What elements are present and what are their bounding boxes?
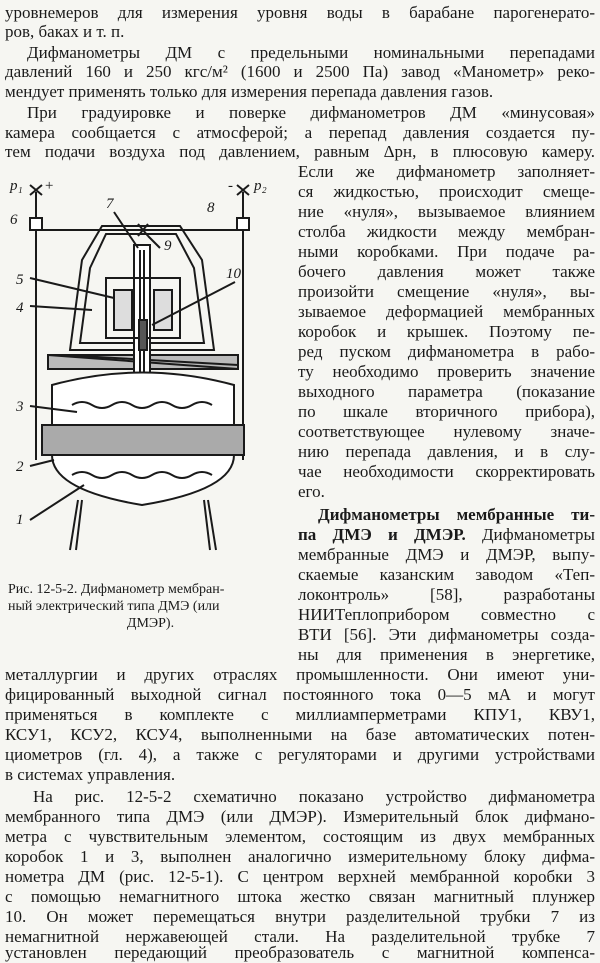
heading-continuation: Дифманометры [465,525,595,544]
text-line: нию перепада давления, и в слу- [298,442,595,461]
label-6: 6 [10,212,18,228]
text-line: 10. Он может перемещаться внутри разделительной трубки 7 из [5,907,595,926]
text-line: ред пуском дифманометра в рабо- [298,342,595,361]
section-heading: па ДМЭ и ДМЭР. [298,525,466,544]
text-line: НИИТеплоприбором совместно с [298,605,595,624]
diaphragm-manometer-figure [2,160,294,575]
label-3: 3 [16,399,24,415]
text-line: чае необходимости скорректировать [298,462,595,481]
label-2: 2 [16,459,24,475]
text-line: с помощью немагнитного штока жестко связан магнитный плунжер [5,887,595,906]
text-line: мендует применять только для измерения перепада давления газов. [5,82,494,101]
text-line: фицированный выходной сигнал постоянного тока 0—5 мА и могут [5,685,595,704]
text-line: тем подачи воздуха под давлением, равным Δpн, в плюсовую камеру. [5,142,595,161]
diaphragm-manometer-drawing [2,160,294,575]
text-line: метра с чувствительным элементом, состоящим из двух мембранных [5,827,595,846]
label-4: 4 [16,300,24,316]
text-line: ние «нуля», вызываемое влиянием [298,202,595,221]
section-heading-line [298,524,595,545]
label-8: 8 [207,200,215,216]
label-plus: + [44,178,55,194]
label-p1: p₁ [10,178,23,194]
text-line: ны для применения в энергетике, [298,645,595,664]
text-line: коробок и крышек. Поэтому пе- [298,322,595,341]
section-heading-line: Дифманометры мембранные ти- [318,505,595,524]
text-line: ров, баках и т. п. [5,22,125,41]
text-line: ся жидкостью, происходит смеще- [298,182,595,201]
text-line: ными коробками. При подаче ра- [298,242,595,261]
caption-line: ДМЭР). [126,616,175,631]
text-line: немагнитной нержавеющей стали. На разделительной трубке 7 [5,927,595,946]
text-line: камера сообщается с атмосферой; а перепад давления создается пу- [5,123,595,142]
text-line: скаемые казанским заводом «Теп- [298,565,595,584]
label-5: 5 [16,272,24,288]
text-line: уровнемеров для измерения уровня воды в барабане парогенерато- [5,3,595,22]
text-line: по шкале вторичного прибора), [298,402,595,421]
text-line: мембранного типа ДМЭ (или ДМЭР). Измерительный блок дифмано- [5,807,595,826]
label-7: 7 [106,196,114,212]
text-line: произойти смещение «нуля», вы- [298,282,595,301]
text-line: его. [298,482,325,501]
text-line: нометра ДМ (рис. 12-5-1). С центром верхней мембранной коробки 3 [5,867,595,886]
text-line: локонтроль» [58], разработаны [298,585,595,604]
text-line: выходного параметра (показание [298,382,595,401]
label-p2: p₂ [254,178,267,194]
text-line: металлургии и других отраслях промышленности. Они имеют уни- [5,665,595,684]
text-line: давлений 160 и 250 кгс/м² (1600 и 2500 Па) завод «Манометр» реко- [5,62,595,81]
text-line: коробок 1 и 3, выполнен аналогично измерительному блоку дифма- [5,847,595,866]
text-line: Дифманометры ДМ с предельными номинальными перепадами [27,43,595,62]
text-line: применяться в комплекте с миллиамперметрами КПУ1, КВУ1, [5,705,595,724]
label-1: 1 [16,512,24,528]
text-line: мембранные ДМЭ и ДМЭР, выпу- [298,545,595,564]
text-line: циометров (гл. 4), а также с регуляторами и другими устройствами [5,745,595,764]
text-line: Если же дифманометр заполняет- [298,162,595,181]
figure-caption [8,581,293,632]
text-line: зываемое деформацией мембранных [298,302,595,321]
caption-line: ный электрический типа ДМЭ (или [8,599,220,614]
text-line: бочего давления может также [298,262,595,281]
text-line: ВТИ [56]. Эти дифманометры созда- [298,625,595,644]
text-line: При градуировке и поверке дифманометров ДМ «минусовая» [27,103,595,122]
text-line: ту необходимо проверить значение [298,362,595,381]
text-line: На рис. 12-5-2 схематично показано устройство дифманометра [33,787,595,806]
text-line: в системах управления. [5,765,176,784]
caption-line: Рис. 12-5-2. Дифманометр мембран- [8,582,225,597]
text-line: установлен передающий преобразователь с магнитной компенса- [5,943,595,962]
text-line: столба жидкости между мембран- [298,222,595,241]
text-line: КСУ1, КСУ2, КСУ4, выполненными на базе автоматических потен- [5,725,595,744]
label-9: 9 [164,238,172,254]
text-line: соответствующее нулевому значе- [298,422,595,441]
label-minus: - [228,178,233,194]
label-10: 10 [226,266,241,282]
